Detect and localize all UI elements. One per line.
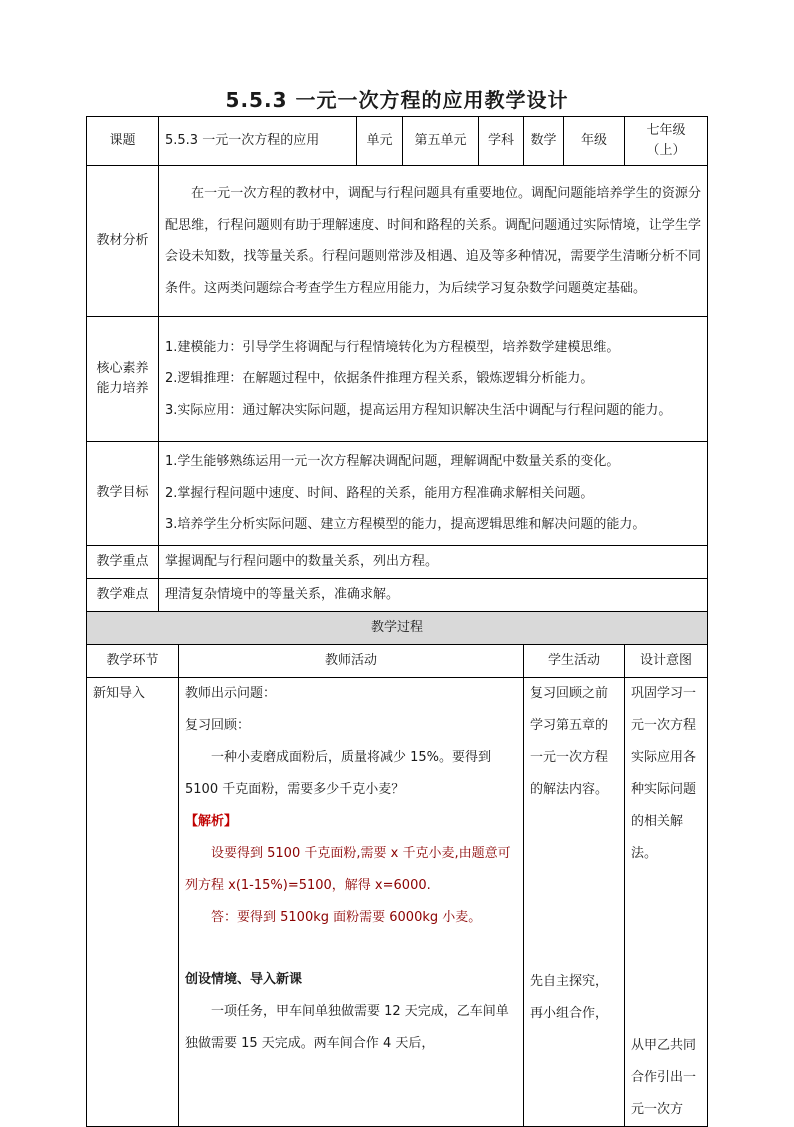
unit-label: 单元 [357,117,403,166]
lesson-label: 课题 [87,117,159,166]
section-heading: 创设情境、导入新课 [185,971,303,987]
process-row-intro [87,677,708,1126]
key-point-row [87,545,708,578]
analysis-row [87,166,708,317]
col-student: 学生活动 [524,644,625,677]
process-header-row [87,644,708,677]
process-title: 教学过程 [87,611,708,644]
student-activity: 复习回顾之前学习第五章的一元一次方程的解法内容。 先自主探究，再小组合作， [524,677,625,1126]
goal-item: 3.培养学生分析实际问题、建立方程模型的能力，提高逻辑思维和解决问题的能力。 [165,517,646,532]
goals-row [87,442,708,546]
difficulty-row [87,578,708,611]
col-teacher: 教师活动 [179,644,524,677]
lesson-plan-table [86,116,708,1127]
answer-text: 答：要得到 5100kg 面粉需要 6000kg 小麦。 [211,909,482,925]
literacy-item: 3.实际应用：通过解决实际问题，提高运用方程知识解决生活中调配与行程问题的能力。 [165,402,672,418]
literacy-label: 核心素养 能力培养 [87,317,159,442]
grade-value: 七年级 （上） [625,117,708,166]
lesson-value: 5.5.3 一元一次方程的应用 [159,117,357,166]
goals-list [159,442,708,546]
process-title-row [87,611,708,644]
key-point-text: 掌握调配与行程问题中的数量关系，列出方程。 [159,545,708,578]
stage-cell: 新知导入 [87,677,179,1126]
col-design: 设计意图 [625,644,708,677]
difficulty-label: 教学难点 [87,578,159,611]
goal-item: 1.学生能够熟练运用一元一次方程解决调配问题，理解调配中数量关系的变化。 [165,454,620,469]
goals-label: 教学目标 [87,442,159,546]
subject-value: 数学 [524,117,564,166]
literacy-item: 1.建模能力：引导学生将调配与行程情境转化为方程模型，培养数学建模思维。 [165,339,620,355]
col-stage: 教学环节 [87,644,179,677]
literacy-list [159,317,708,442]
analysis-tag: 【解析】 [185,813,238,829]
teacher-activity: 教师出示问题： 复习回顾： 一种小麦磨成面粉后，质量将减少 15%。要得到 5100 千克面粉，需要多少千克小麦？ 【解析】 设要得到 5100 千克面粉,需要 x 千克小麦,由题意可列方程 x(1-15%)=5100，解得 x=6000. 答：要得到 5100kg 面粉需要 6000kg 小麦。 创设情境、导入新课 一项任务，甲车间单独做需要 12 天完成，乙车间单独做需要 15 天完成。两车间合作 4 天后， [179,677,524,1126]
difficulty-text: 理清复杂情境中的等量关系，准确求解。 [159,578,708,611]
literacy-item: 2.逻辑推理：在解题过程中，依据条件推理方程关系，锻炼逻辑分析能力。 [165,371,594,387]
grade-label: 年级 [564,117,625,166]
analysis-text: 在一元一次方程的教材中，调配与行程问题具有重要地位。调配问题能培养学生的资源分配思维，行程问题则有助于理解速度、时间和路程的关系。调配问题通过实际情境，让学生学会设未知数，找等量关系。行程问题则常涉及相遇、追及等多种情况，需要学生清晰分析不同条件。这两类问题综合考查学生方程应用能力，为后续学习复杂数学问题奠定基础。 [159,166,708,317]
goal-item: 2.掌握行程问题中速度、时间、路程的关系，能用方程准确求解相关问题。 [165,485,594,501]
unit-value: 第五单元 [403,117,479,166]
literacy-row [87,317,708,442]
page-title: 5.5.3 一元一次方程的应用教学设计 [225,88,569,112]
key-point-label: 教学重点 [87,545,159,578]
analysis-label: 教材分析 [87,166,159,317]
design-intent: 巩固学习一元一次方程实际应用各种实际问题的相关解法。 从甲乙共同合作引出一元一次方 [625,677,708,1126]
solution-text: 设要得到 5100 千克面粉,需要 x 千克小麦,由题意可列方程 x(1-15%)=5100，解得 x=6000. [185,845,511,893]
subject-label: 学科 [479,117,524,166]
header-row [87,117,708,166]
